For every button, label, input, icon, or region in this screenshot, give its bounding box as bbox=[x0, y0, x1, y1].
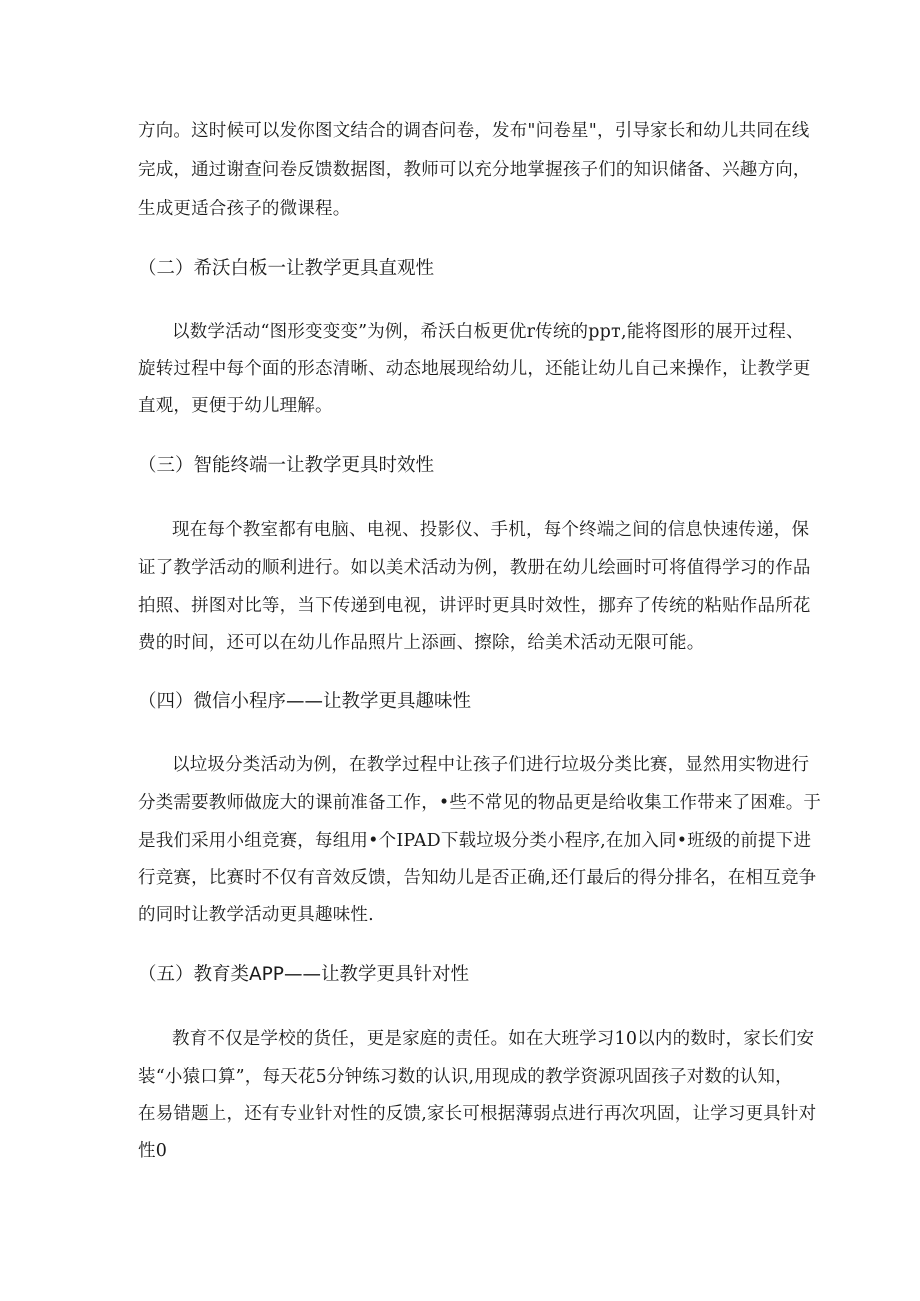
body-line: 以数学活动“图形变变变”为例，希沃白板更优r传统的ppт,能将图形的展开过程、 bbox=[172, 322, 804, 342]
body-line: 装“小猿口算”，每天花5分钟练习数的认识,用现成的教学资源巩固孩子对数的认知， bbox=[138, 1067, 793, 1087]
body-line: 教育不仅是学校的货任，更是家庭的责任。如在大班学习10以内的数时，家长们安 bbox=[172, 1029, 815, 1049]
body-line: 生成更适合孩子的微课程。 bbox=[138, 199, 351, 219]
body-line: 费的时间，还可以在幼儿作品照片上添画、擦除，给美术活动无限可能。 bbox=[138, 633, 705, 653]
body-line: 的同时让教学活动更具趣味性. bbox=[138, 905, 374, 925]
body-line: 直观，更便于幼儿理解。 bbox=[138, 396, 333, 416]
body-line: 分类需要教师做庞大的课前准备工作，•些不常见的物品更是给收集工作带来了困难。于 bbox=[138, 793, 822, 813]
body-line: 证了教学活动的顺利进行。如以美术活动为例，教册在幼儿绘画时可将值得学习的作品 bbox=[138, 558, 811, 578]
body-line: 是我们采用小组竞赛，每组用•个IPAD下载垃圾分类小程序,在加入同•班级的前提下进 bbox=[138, 831, 812, 851]
section-heading: （二）希沃白板一让教学更具直观性 bbox=[138, 258, 435, 279]
body-line: 方向。这时候可以发你图文结合的调杳问卷，发布"问卷星"，引导家长和幼儿共同在线 bbox=[138, 121, 810, 141]
body-line: 完成，通过谢查问卷反馈数据图，教师可以充分地掌握孩子们的知识储备、兴趣方向， bbox=[138, 160, 811, 180]
body-line: 行竞赛，比赛时不仅有音效反馈，告知幼儿是否正确,还仃最后的得分排名，在相互竞争 bbox=[138, 868, 817, 888]
body-line: 在易错题上，还有专业针对性的反馈,家长可根据薄弱点进行再次巩固，让学习更具针对 bbox=[138, 1104, 817, 1124]
section-heading: （三）智能终端一让教学更具时效性 bbox=[138, 455, 435, 476]
body-line: 性0 bbox=[138, 1141, 168, 1161]
body-line: 旋转过程中每个面的形态清晰、动态地展现给幼儿，还能让幼儿自己来操作，让教学更 bbox=[138, 359, 811, 379]
body-line: 拍照、拼图对比等，当下传递到电视，讲评时更具时效性，挪弃了传统的粘贴作品所花 bbox=[138, 596, 811, 616]
section-heading: （五）教育类APP——让教学更具针对性 bbox=[138, 964, 469, 985]
body-line: 现在每个教室都有电脑、电视、投影仪、手机，每个终端之间的信息快速传递，保 bbox=[172, 520, 810, 540]
section-heading: （四）微信小程序——让教学更具趣味性 bbox=[138, 691, 472, 712]
body-line: 以垃圾分类活动为例，在教学过程中让孩子们进行垃圾分类比赛，显然用实物进行 bbox=[172, 755, 810, 775]
